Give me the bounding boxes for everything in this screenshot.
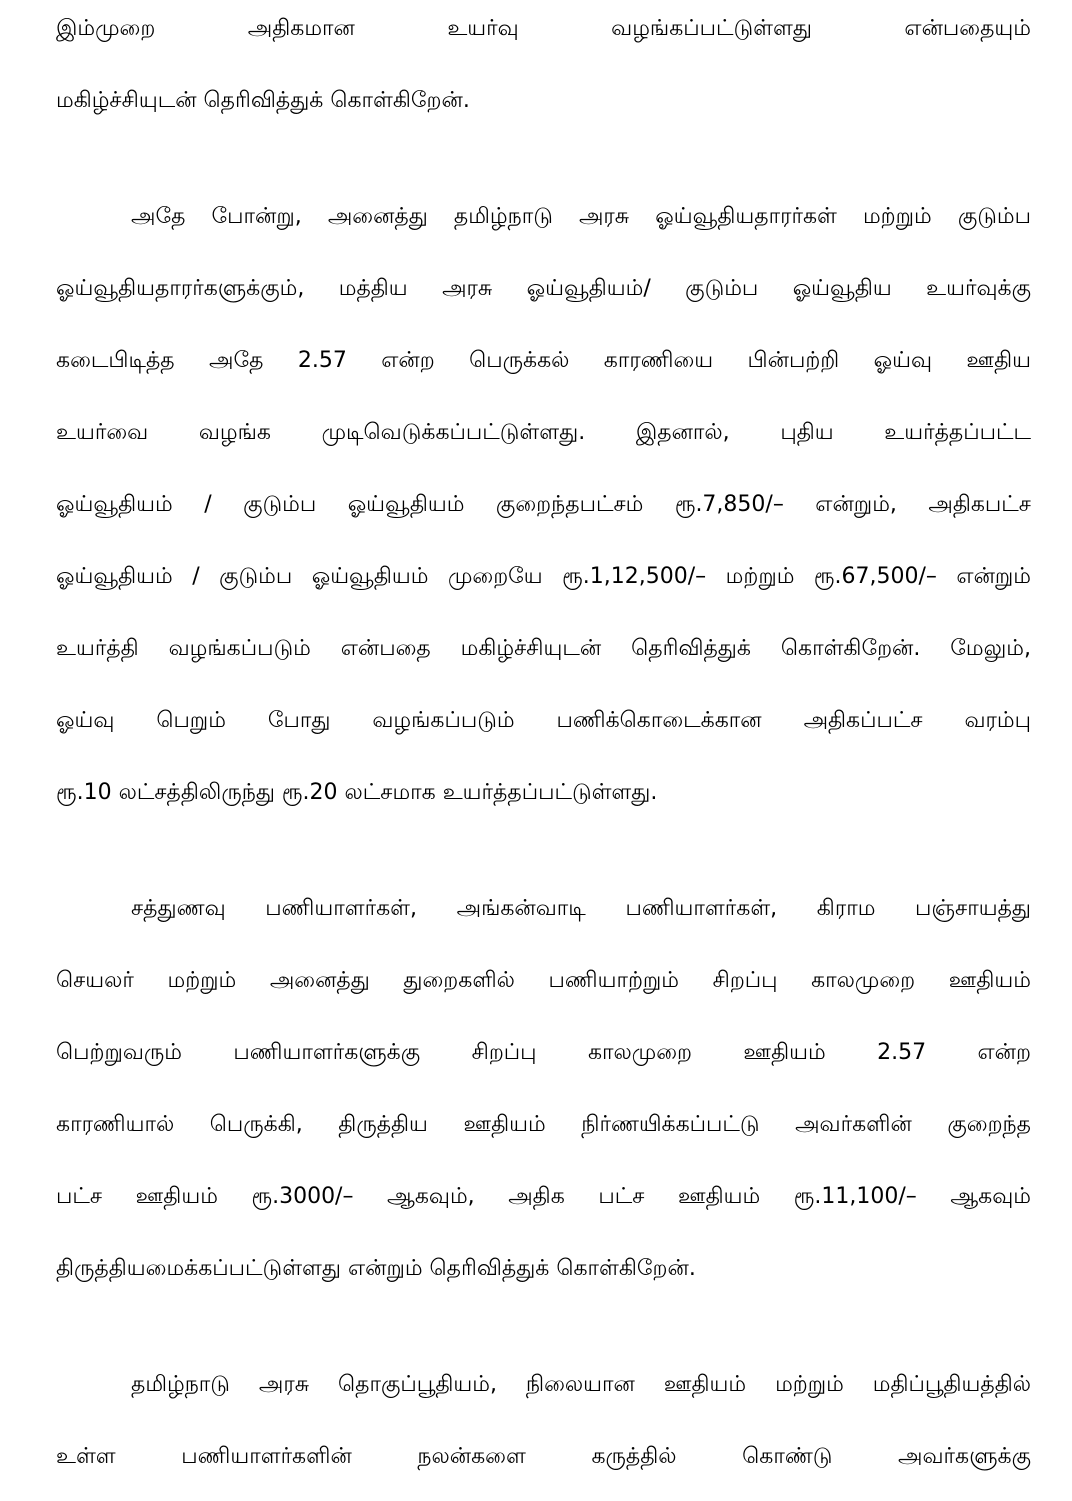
paragraph-gap	[56, 1313, 1031, 1357]
text-line: பெற்றுவரும் பணியாளர்களுக்கு சிறப்பு காலமுறை ஊதியம் 2.57 என்ற	[56, 1040, 1031, 1065]
text-line: ஓய்வு பெறும் போது வழங்கப்படும் பணிக்கொடைக்கான அதிகப்பட்ச வரம்பு	[56, 708, 1031, 733]
text-line: இம்முறை அதிகமான உயர்வு வழங்கப்பட்டுள்ளது என்பதையும்	[56, 16, 1031, 41]
text-line: ஓய்வூதியதாரர்களுக்கும், மத்திய அரசு ஓய்வூதியம்/ குடும்ப ஓய்வூதிய உயர்வுக்கு	[56, 276, 1031, 301]
text-line: ஓய்வூதியம் / குடும்ப ஓய்வூதியம் முறையே ரூ.1,12,500/– மற்றும் ரூ.67,500/– என்றும்	[56, 564, 1031, 589]
paragraph-4	[56, 1357, 1031, 1501]
paragraph-gap	[56, 837, 1031, 881]
paragraph-3	[56, 881, 1031, 1313]
paragraph-2	[56, 189, 1031, 837]
text-line: திருத்தியமைக்கப்பட்டுள்ளது என்றும் தெரிவித்துக் கொள்கிறேன்.	[56, 1256, 696, 1281]
text-line: அதே போன்று, அனைத்து தமிழ்நாடு அரசு ஓய்வூதியதாரர்கள் மற்றும் குடும்ப	[131, 204, 1031, 229]
text-line: கடைபிடித்த அதே 2.57 என்ற பெருக்கல் காரணியை பின்பற்றி ஓய்வு ஊதிய	[56, 348, 1031, 373]
text-line: உள்ள பணியாளர்களின் நலன்களை கருத்தில் கொண்டு அவர்களுக்கு	[56, 1444, 1031, 1469]
text-line: மகிழ்ச்சியுடன் தெரிவித்துக் கொள்கிறேன்.	[56, 88, 470, 113]
document-page	[56, 0, 1031, 1501]
text-line: பட்ச ஊதியம் ரூ.3000/– ஆகவும், அதிக பட்ச ஊதியம் ரூ.11,100/– ஆகவும்	[56, 1184, 1031, 1209]
text-line: உயர்த்தி வழங்கப்படும் என்பதை மகிழ்ச்சியுடன் தெரிவித்துக் கொள்கிறேன். மேலும்,	[56, 636, 1031, 661]
text-line: உயர்வை வழங்க முடிவெடுக்கப்பட்டுள்ளது. இதனால், புதிய உயர்த்தப்பட்ட	[56, 420, 1031, 445]
paragraph-1	[56, 1, 1031, 145]
text-line: காரணியால் பெருக்கி, திருத்திய ஊதியம் நிர்ணயிக்கப்பட்டு அவர்களின் குறைந்த	[56, 1112, 1031, 1137]
text-line: சத்துணவு பணியாளர்கள், அங்கன்வாடி பணியாளர்கள், கிராம பஞ்சாயத்து	[131, 896, 1031, 921]
text-line: ரூ.10 லட்சத்திலிருந்து ரூ.20 லட்சமாக உயர்த்தப்பட்டுள்ளது.	[56, 780, 658, 805]
text-line: தமிழ்நாடு அரசு தொகுப்பூதியம், நிலையான ஊதியம் மற்றும் மதிப்பூதியத்தில்	[131, 1372, 1031, 1397]
paragraph-gap	[56, 145, 1031, 189]
text-line: ஓய்வூதியம் / குடும்ப ஓய்வூதியம் குறைந்தபட்சம் ரூ.7,850/– என்றும், அதிகபட்ச	[56, 492, 1031, 517]
text-line: செயலர் மற்றும் அனைத்து துறைகளில் பணியாற்றும் சிறப்பு காலமுறை ஊதியம்	[56, 968, 1031, 993]
